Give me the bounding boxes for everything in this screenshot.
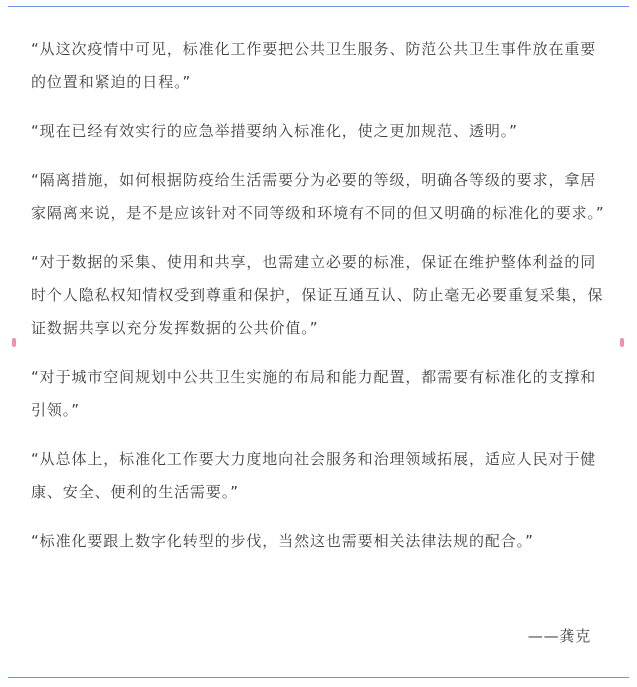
quote-paragraph-5: “对于城市空间规划中公共卫生实施的布局和能力配置，都需要有标准化的支撑和引领。”	[31, 368, 597, 419]
right-decoration-mark	[620, 338, 624, 347]
quote-paragraph-1: “从这次疫情中可见，标准化工作要把公共卫生服务、防范公共卫生事件放在重要的位置和紧迫的日程。”	[31, 40, 597, 91]
quote-paragraph-4: “对于数据的采集、使用和共享，也需建立必要的标准，保证在维护整体利益的同时个人隐私权知情权受到尊重和保护，保证互通互认、防止毫无必要重复采集，保证数据共享以充分发挥数据的公共价值。”	[31, 253, 604, 337]
bottom-divider	[8, 677, 629, 678]
quote-paragraph-7: “标准化要跟上数字化转型的步伐，当然这也需要相关法律法规的配合。”	[31, 532, 534, 550]
author-signature: ——龚克	[527, 627, 591, 645]
top-divider	[8, 6, 629, 7]
quote-paragraph-6: “从总体上，标准化工作要大力度地向社会服务和治理领域拓展，适应人民对于健康、安全、便利的生活需要。”	[31, 450, 597, 501]
quote-article	[31, 33, 609, 574]
quote-paragraph-2: “现在已经有效实行的应急举措要纳入标准化，使之更加规范、透明。”	[31, 122, 518, 140]
quote-paragraph-3: “隔离措施，如何根据防疫给生活需要分为必要的等级，明确各等级的要求，拿居家隔离来说，是不是应该针对不同等级和环境有不同的但又明确的标准化的要求。”	[31, 171, 605, 222]
left-decoration-mark	[12, 338, 16, 347]
